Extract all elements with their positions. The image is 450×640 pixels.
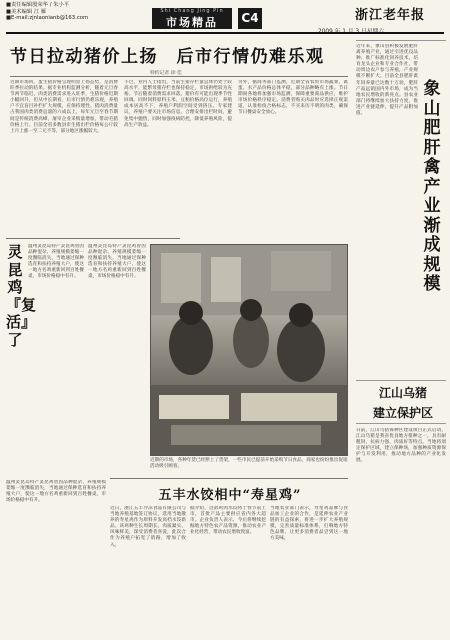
photo-illustration (151, 245, 347, 455)
right-bottom-headline-1: 江山乌猪 (378, 386, 427, 400)
bottom-headline: 五丰水饺相中“寿星鸡” (158, 488, 302, 503)
mid-column-1: 温州灵昆岛特产灵昆鸡曾因品种混杂、养殖规模萎缩一度濒临消失，当地通过保种选育和扶持养殖大户，使这一地方名鸡重新回到百姓餐桌，市场价格稳中有升。 (28, 244, 84, 280)
market-photo (150, 244, 348, 456)
mid-rule (6, 238, 180, 239)
section-title: 市场精品 (166, 16, 218, 29)
main-rule (10, 76, 348, 77)
photo-caption: 近期的市场，各种年货已经摆上了货架，一些市民已提前开始采购节日食品，商家也纷纷推出促销活动吸引顾客。 (150, 458, 348, 469)
bottom-column-1: 近日，浙江五丰冷冻食品有限公司与当地养殖基地签订协议，选用当地散养的寿星鸡作为原料开发高档水饺新品。该鸡种生长周期长、肉质紧实、风味鲜美，深受消费者喜爱，此次合作为养殖户拓宽了销路，增加了收入。 (110, 506, 186, 548)
main-column-2: 不过，业内人士指出，当前生猪存栏量总体仍处于较高水平，能繁母猪存栏也保持稳定，市场供给较为充裕。节后随着消费需求回落，猪价有可能出现季节性回调。同时饲料原料玉米、豆粕价格高位运行，养殖成本居高不下，养殖户利润空间受到挤压。专家建议，养殖户要关注市场信息，合理安排出栏时间，避免集中抛售，同时加强疫病防控，降低养殖风险，提高生产效益。 (124, 80, 232, 128)
main-column-3: 另外，据商务部门监测，近期全省农贸市场蔬菜、禽蛋、水产品价格总体平稳，部分品种略有上涨。节日期间各地将加强市场监测，保障重要商品供应，维护市场价格秩序稳定。消费者购买肉品时应选择正规渠道，认准检疫合格标志，不买来历不明的肉类，确保节日餐桌安全放心。 (238, 80, 348, 116)
bottom-rule (110, 478, 348, 479)
bottom-column-2: 据介绍，这款鸡肉水饺将于春节前上市，首批产品主要供应省内各大超市。企业负责人表示，今后将继续挖掘地方特色农产品资源，推动农业产业化经营，带动农民增收致富。 (190, 506, 266, 536)
main-byline: 特约记者 徐 佳 (150, 71, 182, 76)
email-line: ■E-mail:zjnlaonianb@163.com (6, 15, 89, 22)
editor-line: ■责任编辑殷荣华 / 朱小平 (6, 2, 70, 8)
main-column-1: 近期市场肉、蛋生猪价格呈现明显上扬态势，是消费旺季拉动的结果。据专业机构监测分析，随着元旦春节两节临近，肉类消费需求进入旺季，生猪价格近期小幅回升，但从中长期看，后市行情仍难乐观，养殖户不宜盲目补栏扩大规模，应保持理性。猪肉消费量占我国肉类消费总量的六成以上，每年元旦至春节期间是传统消费高峰，屠宰企业采购量增加，带动毛猪价格上行。目前全省多数县市生猪出栏价格每公斤较上月上涨一至二元不等，部分地区涨幅较大。 (10, 80, 118, 134)
editor-info (6, 2, 126, 22)
page-number: C4 (238, 8, 262, 29)
side-body: 近年来，象山县积极发展肥肝禽养殖产业，通过引进优良品种、推广标准化饲养技术，培育龙头企业和专业合作社，带动周边农户参与养殖，产业规模不断扩大。目前全县肥肝禽年饲养量已达数十万羽，肥肝产品远销国内外市场，成为当地农民增收的新亮点。县农业部门将继续加大扶持力度，推进产业链延伸，提升产品附加值。 (356, 44, 418, 117)
right-bottom-headline-2: 建立保护区 (372, 406, 433, 420)
section-banner (152, 8, 232, 29)
side-headline: 象山肥肝禽产业渐成规模 (423, 79, 441, 294)
mid-column-2: 温州灵昆岛特产灵昆鸡曾因品种混杂、养殖规模萎缩一度濒临消失，当地通过保种选育和扶持养殖大户，使这一地方名鸡重新回到百姓餐桌，市场价格稳中有升。 (88, 244, 146, 280)
header-rule (6, 32, 444, 34)
side-rule (356, 40, 446, 41)
right-bottom-rule (356, 380, 446, 381)
main-headline: 节日拉动猪价上扬 后市行情仍难乐观 (10, 47, 325, 67)
section-pinyin: Shi Chang Jing Pin (160, 8, 224, 14)
right-bottom-body: 日前，江山乌猪保种区建设项目正式启动。江山乌猪是我省优良地方猪种之一，具有耐粗饲、抗病力强、肉质好等特点。当地将划定保护区域，建立保种场，加强种质资源保护与开发利用，推动地方品种的产业化发展。 (356, 428, 446, 464)
right-bottom-rule-2 (356, 423, 446, 424)
designer-line: ■美术编辑 江 雁 (6, 8, 47, 15)
mid-continuation: 温州灵昆岛特产灵昆鸡曾因品种混杂、养殖规模萎缩一度濒临消失，当地通过保种选育和扶持养殖大户，使这一地方名鸡重新回到百姓餐桌，市场价格稳中有升。 (6, 480, 106, 504)
mid-headline: 灵昆鸡『复活』了 (6, 243, 37, 349)
bottom-column-3: 当地农业部门表示，寿星鸡品牌与食品加工企业的合作，是延伸农业产业链的有益探索，将进一步扩大养殖规模，完善质量标准体系，打响地方特色品牌，让更多消费者品尝到这一地方美味。 (270, 506, 348, 542)
newspaper-masthead: 浙江老年报 (355, 8, 426, 23)
